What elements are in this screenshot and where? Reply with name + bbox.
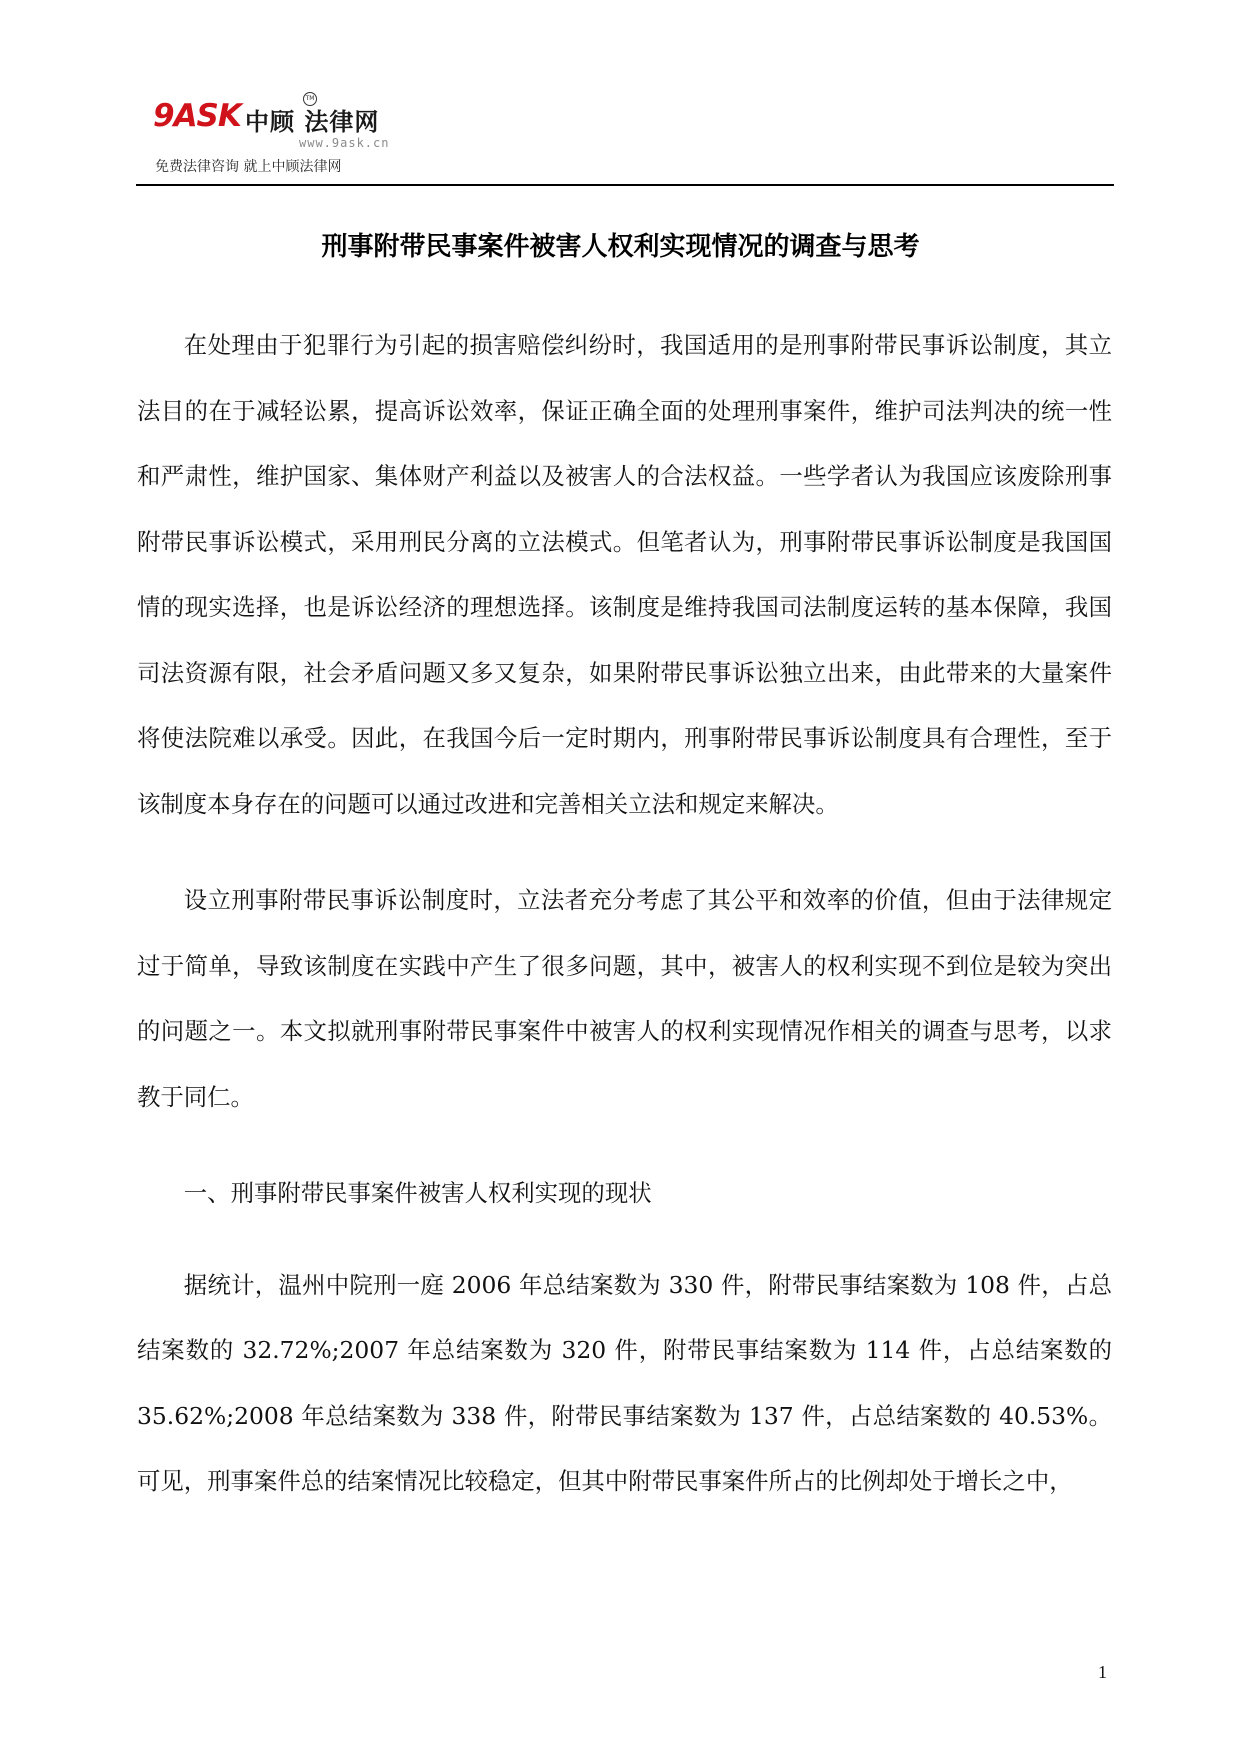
statistics-paragraph: 据统计，温州中院刑一庭 2006 年总结案数为 330 件，附带民事结案数为 108 件，占总结案数的 32.72%;2007 年总结案数为 320 件，附带民事结案数为 114 件，占总结案数的 35.62%;2008 年总结案数为 338 件，附带民事结案数为 137 件，占总结案数的 40.53%。可见，刑事案件总的结案情况比较稳定，但其中附带民事案件所占的比例却处于增长之中， <box>137 1270 1112 1495</box>
header-divider <box>136 184 1114 186</box>
body-paragraph-1: 在处理由于犯罪行为引起的损害赔偿纠纷时，我国适用的是刑事附带民事诉讼制度，其立法目的在于减轻讼累，提高诉讼效率，保证正确全面的处理刑事案件，维护司法判决的统一性和严肃性，维护国家、集体财产利益以及被害人的合法权益。一些学者认为我国应该废除刑事附带民事诉讼模式，采用刑民分离的立法模式。但笔者认为，刑事附带民事诉讼制度是我国国情的现实选择，也是诉讼经济的理想选择。该制度是维持我国司法制度运转的基本保障，我国司法资源有限，社会矛盾问题又多又复杂，如果附带民事诉讼独立出来，由此带来的大量案件将使法院难以承受。因此，在我国今后一定时期内，刑事附带民事诉讼制度具有合理性，至于该制度本身存在的问题可以通过改进和完善相关立法和规定来解决。 <box>137 331 1112 818</box>
logo-url: www.9ask.cn <box>299 136 390 150</box>
page-number: 1 <box>1098 1662 1107 1682</box>
body-paragraph-2: 设立刑事附带民事诉讼制度时，立法者充分考虑了其公平和效率的价值，但由于法律规定过于简单，导致该制度在实践中产生了很多问题，其中，被害人的权利实现不到位是较为突出的问题之一。本文拟就刑事附带民事案件中被害人的权利实现情况作相关的调查与思考，以求教于同仁。 <box>137 886 1112 1111</box>
logo-name: 中顾 法律网 <box>245 108 380 136</box>
page-header <box>136 92 1114 186</box>
section-heading: 一、刑事附带民事案件被害人权利实现的现状 <box>183 1179 652 1207</box>
document-title: 刑事附带民事案件被害人权利实现情况的调查与思考 <box>321 232 920 262</box>
logo-mark: 9ASK <box>153 98 241 134</box>
trademark-icon: TM <box>303 92 317 106</box>
document-body <box>137 313 1112 1546</box>
site-logo[interactable] <box>153 92 413 180</box>
logo-slogan: 免费法律咨询 就上中顾法律网 <box>155 159 342 175</box>
